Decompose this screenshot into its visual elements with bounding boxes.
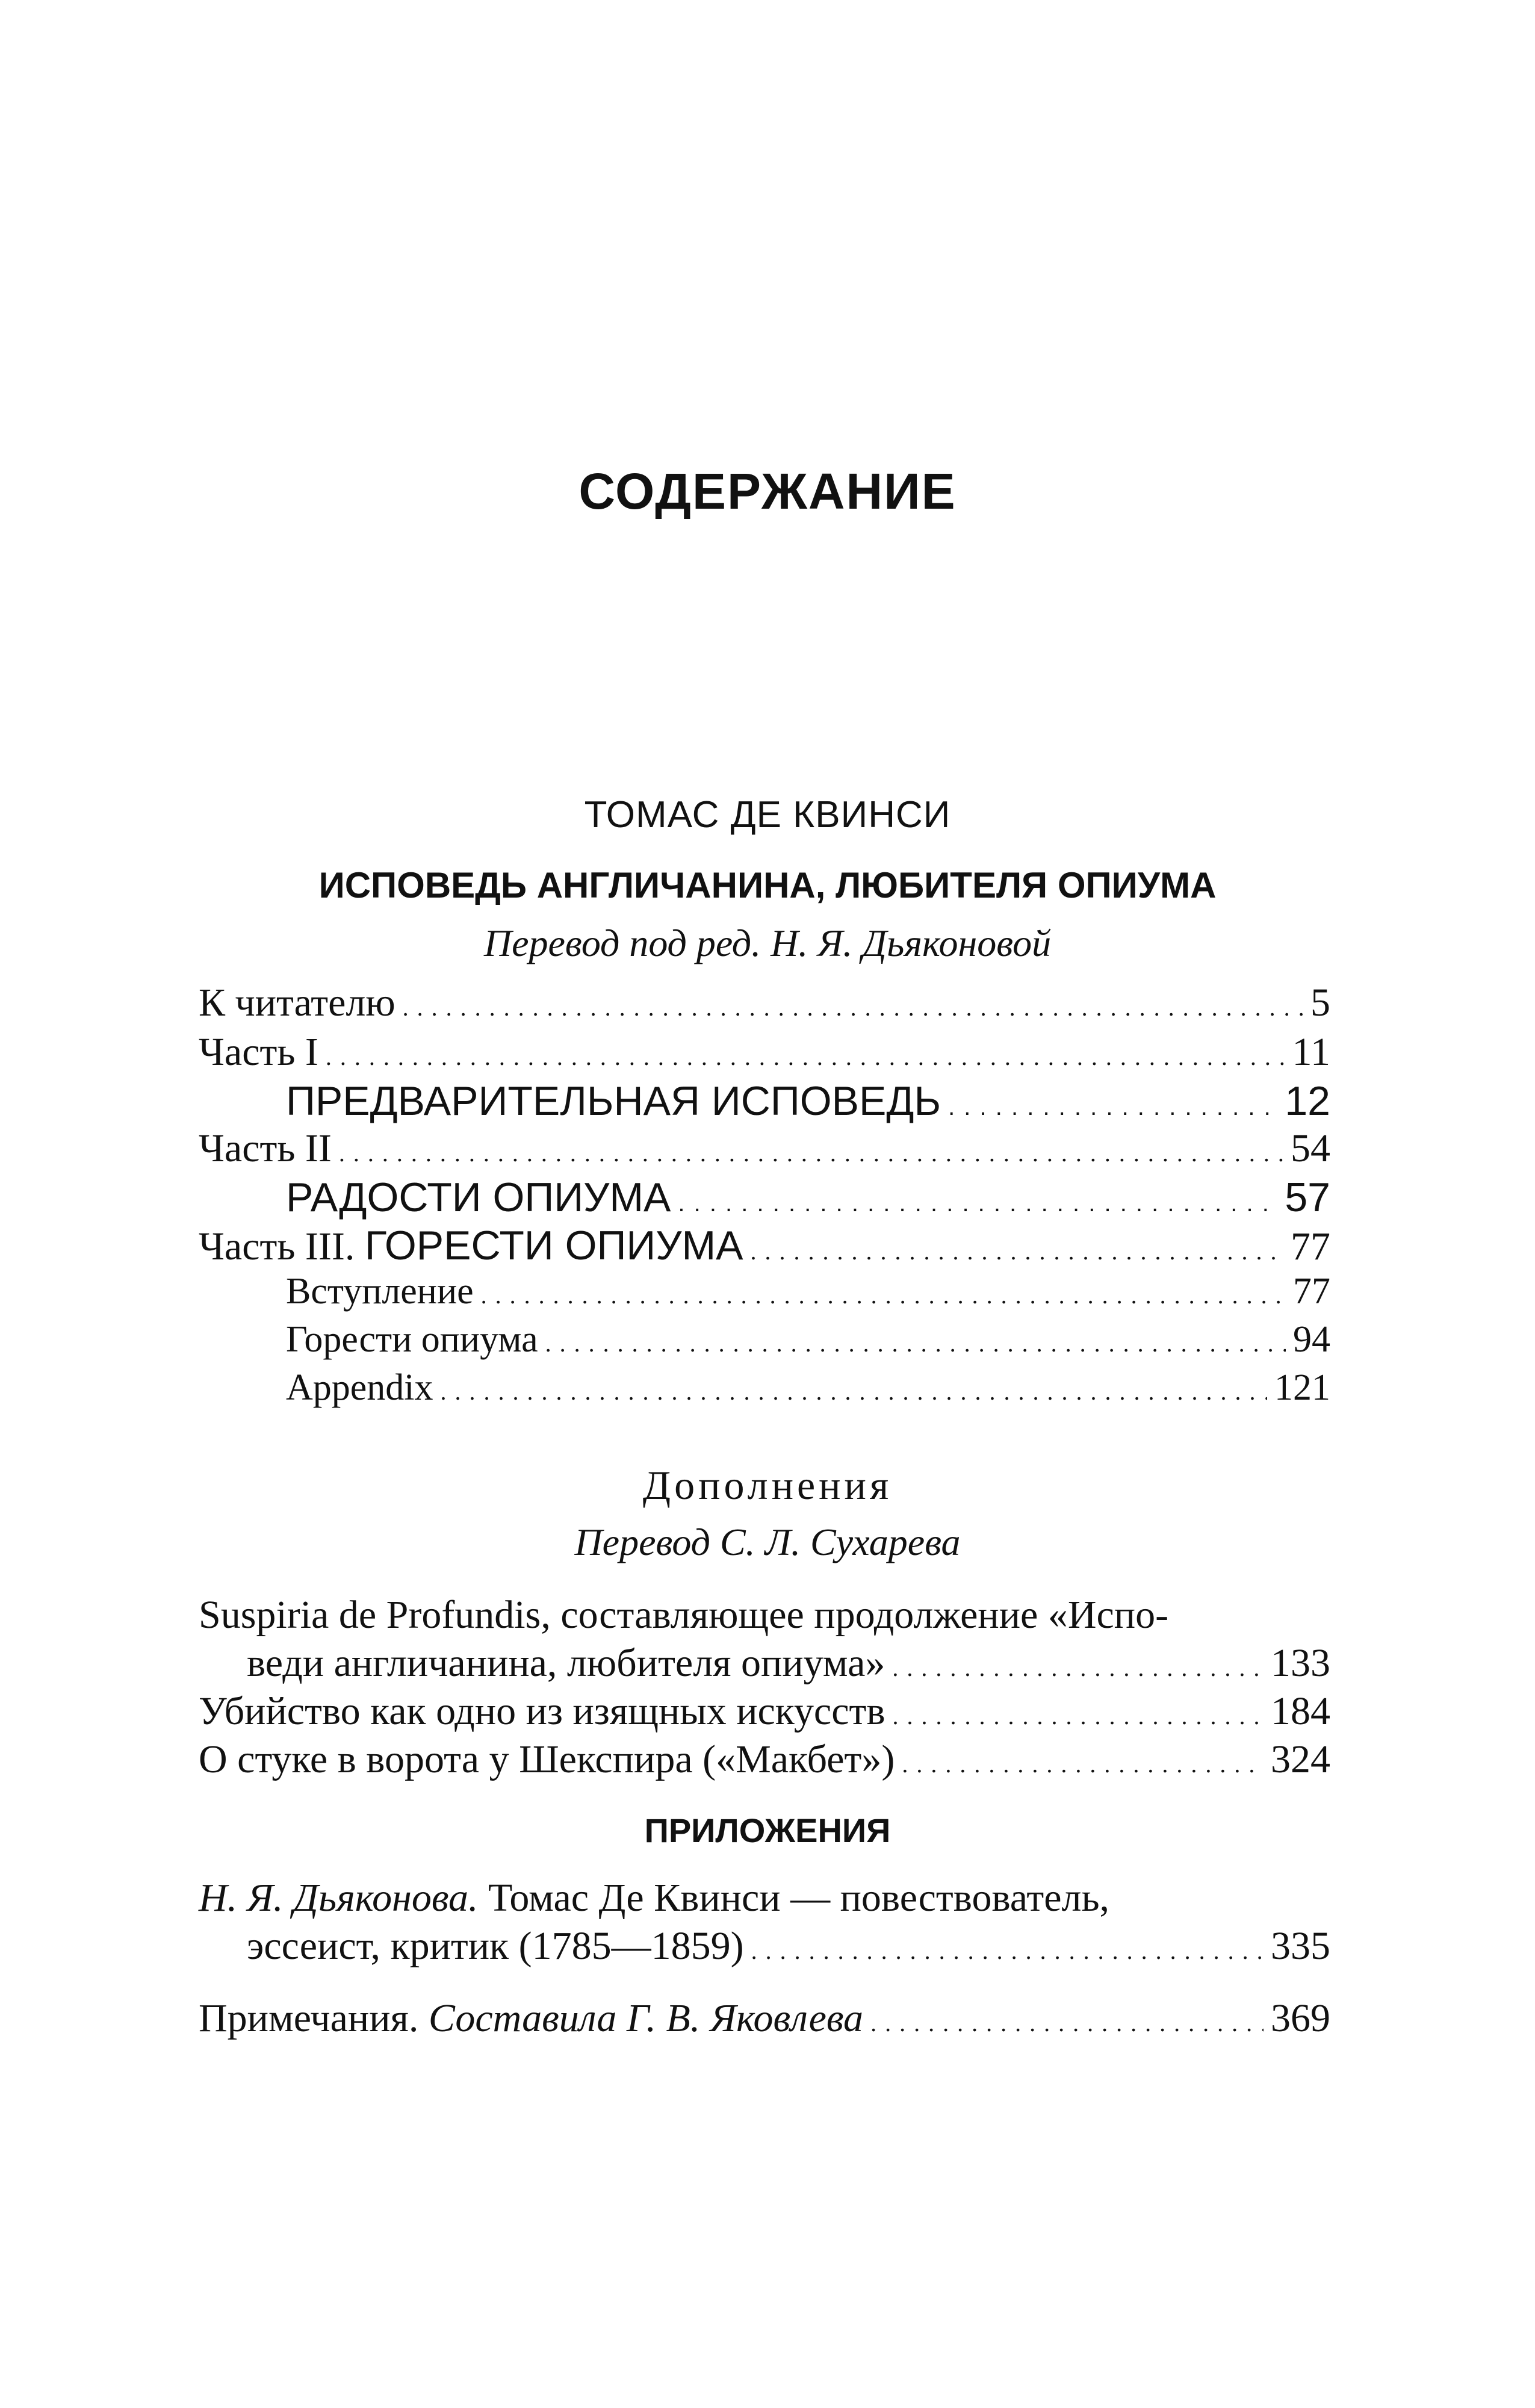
- dot-leader: [403, 980, 1303, 1026]
- toc-entry-label: [199, 1222, 743, 1270]
- toc-entry-label-prefix: Часть III.: [199, 1224, 365, 1268]
- toc-entry-page: 121: [1274, 1367, 1330, 1408]
- dot-leader: [750, 1224, 1283, 1270]
- toc-entry[interactable]: [199, 1029, 1330, 1078]
- dot-leader: [678, 1174, 1277, 1221]
- toc-entry-page: 11: [1292, 1030, 1330, 1074]
- dot-leader: [339, 1126, 1283, 1171]
- appendices-heading: ПРИЛОЖЕНИЯ: [644, 1811, 891, 1849]
- toc-entry-page: 335: [1271, 1924, 1330, 1968]
- toc-entry-page: 184: [1271, 1689, 1330, 1733]
- page-title: СОДЕРЖАНИЕ: [578, 463, 957, 520]
- toc-entry-page: 369: [1271, 1996, 1330, 2040]
- author-name: ТОМАС ДЕ КВИНСИ: [584, 794, 951, 836]
- toc-entry[interactable]: [286, 1367, 1330, 1415]
- toc-entry[interactable]: [247, 1923, 1330, 1972]
- toc-entry-label: РАДОСТИ ОПИУМА: [286, 1175, 671, 1220]
- dot-leader: [948, 1078, 1277, 1125]
- toc-entry-label: Горести опиума: [286, 1319, 538, 1360]
- toc-entry[interactable]: [199, 1737, 1330, 1785]
- toc-entry-page: 133: [1271, 1641, 1330, 1685]
- supplements-translator: Перевод С. Л. Сухарева: [574, 1521, 961, 1563]
- toc-entry-label: Часть II: [199, 1126, 332, 1170]
- toc-entry[interactable]: [199, 1222, 1330, 1270]
- toc-entry-line1[interactable]: Suspiria de Profundis, составляющее продолжение «Испо-: [199, 1593, 1169, 1637]
- dot-leader: [545, 1318, 1286, 1361]
- toc-entry-label: О стуке в ворота у Шекспира («Макбет»): [199, 1737, 895, 1781]
- toc-entry-label-plain: Примечания.: [199, 1996, 419, 2040]
- toc-entry-label: Appendix: [286, 1367, 433, 1408]
- toc-entry-page: 77: [1291, 1224, 1330, 1268]
- toc-entry-label: Убийство как одно из изящных искусств: [199, 1689, 885, 1733]
- dot-leader: [893, 1689, 1264, 1734]
- toc-entry-page: 54: [1291, 1126, 1330, 1170]
- toc-entry[interactable]: [286, 1174, 1330, 1222]
- dot-leader: [751, 1923, 1264, 1969]
- appendix-title-part: Томас Де Квинси — повествователь,: [478, 1876, 1110, 1920]
- toc-entry-label: Часть I: [199, 1030, 318, 1074]
- toc-entry[interactable]: [199, 1996, 1330, 2044]
- toc-entry[interactable]: [247, 1640, 1330, 1689]
- toc-entry-label: эссеист, критик (1785—1859): [247, 1924, 744, 1968]
- toc-entry[interactable]: [286, 1318, 1330, 1367]
- toc-entry[interactable]: [199, 980, 1330, 1028]
- dot-leader: [441, 1367, 1267, 1409]
- toc-entry-label: ПРЕДВАРИТЕЛЬНАЯ ИСПОВЕДЬ: [286, 1078, 941, 1124]
- toc-entry-label-italic: Составила Г. В. Яковлева: [418, 1996, 864, 2040]
- toc-entry-line1[interactable]: [199, 1875, 1330, 1921]
- toc-entry[interactable]: [199, 1126, 1330, 1174]
- appendix-author: Н. Я. Дьяконова.: [199, 1876, 479, 1920]
- toc-entry[interactable]: [199, 1689, 1330, 1737]
- toc-entry-page: 77: [1293, 1271, 1330, 1312]
- dot-leader: [902, 1737, 1264, 1783]
- toc-entry-label: Вступление: [286, 1271, 474, 1312]
- toc-entry-label: К читателю: [199, 981, 395, 1025]
- translator-credit: Перевод под ред. Н. Я. Дьяконовой: [483, 922, 1052, 964]
- dot-leader: [481, 1270, 1286, 1313]
- dot-leader: [870, 1996, 1264, 2041]
- toc-entry-label-caps: ГОРЕСТИ ОПИУМА: [364, 1223, 743, 1268]
- toc-entry-page: 94: [1293, 1319, 1330, 1360]
- toc-entry-page: 57: [1285, 1175, 1330, 1220]
- toc-entry-page: 5: [1310, 981, 1330, 1025]
- toc-entry-label: веди англичанина, любителя опиума»: [247, 1641, 885, 1685]
- toc-entry[interactable]: [286, 1270, 1330, 1318]
- toc-entry-page: 324: [1271, 1737, 1330, 1781]
- work-title: ИСПОВЕДЬ АНГЛИЧАНИНА, ЛЮБИТЕЛЯ ОПИУМА: [318, 865, 1217, 905]
- toc-entry-label: [199, 1996, 863, 2041]
- toc-entry-page: 12: [1285, 1078, 1330, 1124]
- dot-leader: [892, 1640, 1264, 1686]
- supplements-heading: Дополнения: [642, 1462, 893, 1508]
- dot-leader: [326, 1029, 1285, 1075]
- toc-entry[interactable]: [286, 1078, 1330, 1126]
